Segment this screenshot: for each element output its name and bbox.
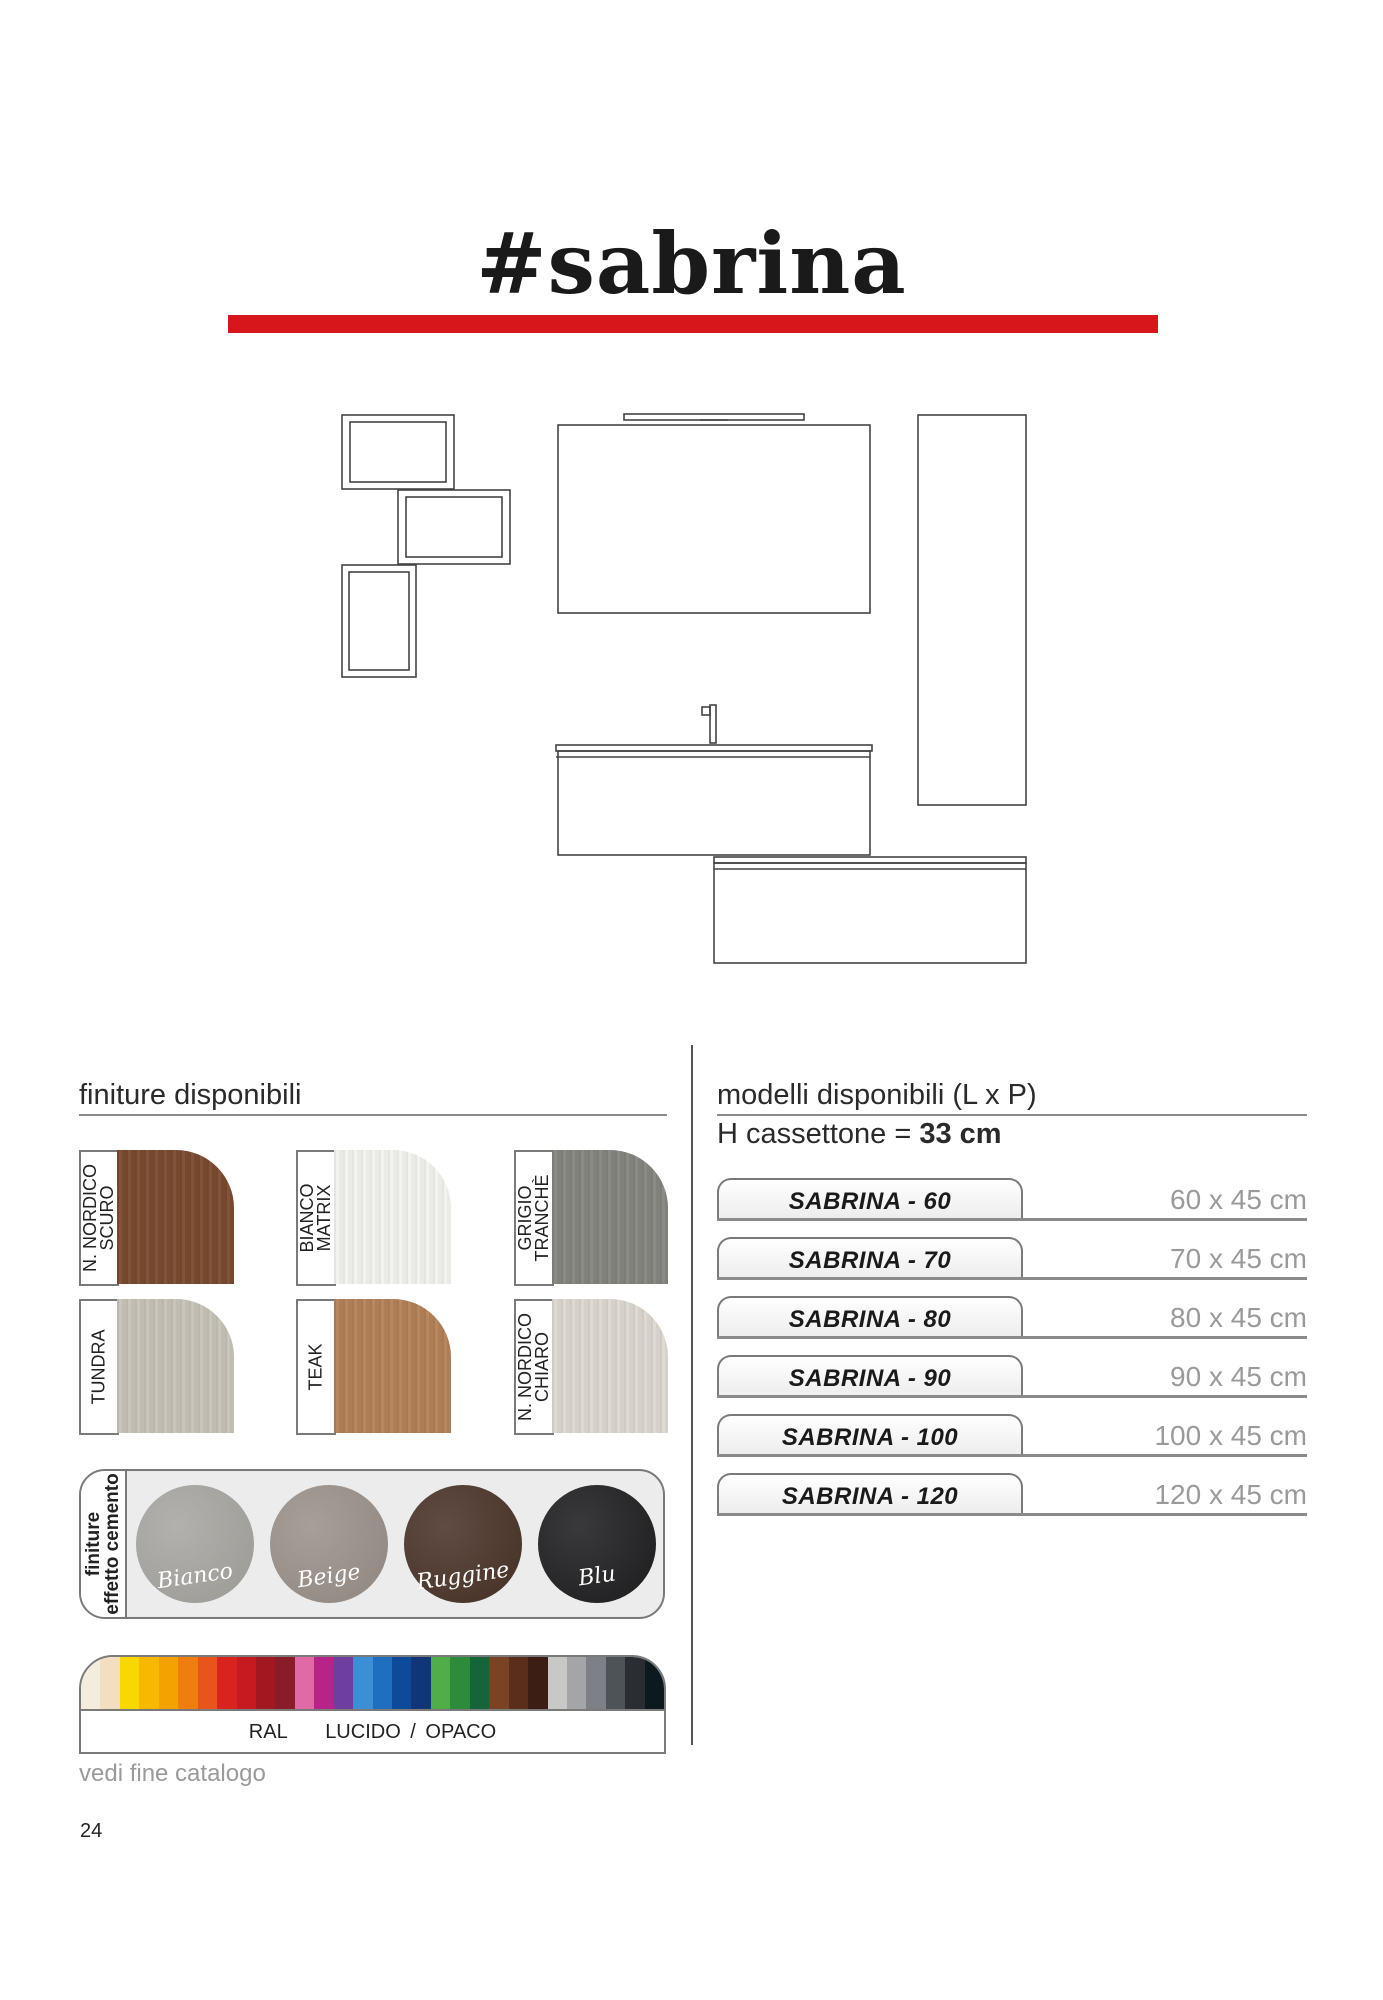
ral-color-chip: [120, 1657, 139, 1709]
mirror-drawing: [558, 414, 870, 613]
ral-color-chip: [334, 1657, 353, 1709]
ral-colors-panel: [79, 1655, 666, 1754]
model-row: [717, 1473, 1307, 1517]
model-row: [717, 1178, 1307, 1222]
model-dimensions: 90 x 45 cm: [1170, 1361, 1307, 1392]
ral-color-chip: [295, 1657, 314, 1709]
product-drawing: [330, 405, 1060, 975]
models-heading: modelli disponibili (L x P): [717, 1079, 1037, 1111]
drawer-height-label: H cassettone =: [717, 1118, 912, 1150]
ral-color-chip: [139, 1657, 158, 1709]
model-row: [717, 1237, 1307, 1281]
model-row: [717, 1414, 1307, 1458]
finish-label-nordico-chiaro: N. NORDICO CHIARO: [514, 1299, 554, 1435]
ral-color-chip: [159, 1657, 178, 1709]
model-dimensions: 70 x 45 cm: [1170, 1243, 1307, 1274]
finish-label-nordico-scuro: N. NORDICO SCURO: [79, 1150, 119, 1286]
sink-unit-drawing: [556, 705, 872, 855]
ral-color-chip: [586, 1657, 605, 1709]
ral-color-chip: [645, 1657, 664, 1709]
ral-label: RAL LUCIDO / OPACO: [248, 1721, 497, 1743]
model-dimensions: 120 x 45 cm: [1154, 1479, 1307, 1510]
ral-color-chip: [373, 1657, 392, 1709]
model-name-tab: SABRINA - 70: [717, 1237, 1023, 1277]
ral-color-chip: [217, 1657, 236, 1709]
ral-color-chip: [625, 1657, 644, 1709]
cement-swatch-beige: Beige: [270, 1485, 388, 1603]
model-name-tab: SABRINA - 120: [717, 1473, 1023, 1513]
finish-swatch-teak: [334, 1299, 451, 1433]
finish-swatch-tundra: [117, 1299, 234, 1433]
ral-color-chip: [237, 1657, 256, 1709]
model-name-tab: SABRINA - 80: [717, 1296, 1023, 1336]
ral-color-chip: [100, 1657, 119, 1709]
page-number: 24: [80, 1820, 103, 1842]
ral-color-chip: [509, 1657, 528, 1709]
model-dimensions: 60 x 45 cm: [1170, 1184, 1307, 1215]
model-name-tab: SABRINA - 60: [717, 1178, 1023, 1218]
finish-label-tundra: TUNDRA: [79, 1299, 119, 1435]
model-row: [717, 1296, 1307, 1340]
ral-note: vedi fine catalogo: [79, 1760, 266, 1787]
ral-color-chip: [606, 1657, 625, 1709]
shelf-modules-drawing: [342, 415, 510, 677]
ral-color-chip: [411, 1657, 430, 1709]
ral-color-chip: [567, 1657, 586, 1709]
finishes-rule: [79, 1114, 667, 1116]
ral-color-chip: [450, 1657, 469, 1709]
column-divider: [691, 1045, 693, 1745]
ral-color-chip: [353, 1657, 372, 1709]
finish-label-grigio-tranche: GRIGIO TRANCHÈ: [514, 1150, 554, 1286]
ral-color-strip: [81, 1657, 664, 1711]
cement-finishes-panel: [79, 1469, 665, 1619]
cement-swatch-blu: Blu: [538, 1485, 656, 1603]
model-dimensions: 100 x 45 cm: [1154, 1420, 1307, 1451]
finish-swatch-grigio-tranche: [552, 1150, 668, 1284]
finish-swatch-nordico-scuro: [117, 1150, 234, 1284]
ral-color-chip: [431, 1657, 450, 1709]
page-title: #sabrina: [476, 214, 907, 313]
finish-label-teak: TEAK: [296, 1299, 336, 1435]
model-name-tab: SABRINA - 100: [717, 1414, 1023, 1454]
finishes-heading: finiture disponibili: [79, 1079, 302, 1111]
ral-color-chip: [392, 1657, 411, 1709]
ral-color-chip: [178, 1657, 197, 1709]
cement-finishes-label: finiture effetto cemento: [81, 1471, 127, 1617]
ral-color-chip: [314, 1657, 333, 1709]
title-underline: [228, 315, 1158, 333]
model-dimensions: 80 x 45 cm: [1170, 1302, 1307, 1333]
models-rule: [717, 1114, 1307, 1116]
models-subheading: [717, 1120, 1002, 1149]
model-name-tab: SABRINA - 90: [717, 1355, 1023, 1395]
finish-swatch-nordico-chiaro: [552, 1299, 668, 1433]
finish-label-bianco-matrix: BIANCO MATRIX: [296, 1150, 336, 1286]
ral-color-chip: [256, 1657, 275, 1709]
drawer-height-value: 33 cm: [919, 1118, 1002, 1150]
tall-column-drawing: [918, 415, 1026, 805]
ral-color-chip: [470, 1657, 489, 1709]
cement-swatch-ruggine: Ruggine: [404, 1485, 522, 1603]
ral-color-chip: [275, 1657, 294, 1709]
cement-swatch-bianco: Bianco: [136, 1485, 254, 1603]
ral-color-chip: [489, 1657, 508, 1709]
drawer-unit-drawing: [714, 857, 1026, 963]
model-row: [717, 1355, 1307, 1399]
ral-color-chip: [548, 1657, 567, 1709]
ral-color-chip: [198, 1657, 217, 1709]
ral-color-chip: [528, 1657, 547, 1709]
ral-color-chip: [81, 1657, 100, 1709]
finish-swatch-bianco-matrix: [334, 1150, 451, 1284]
